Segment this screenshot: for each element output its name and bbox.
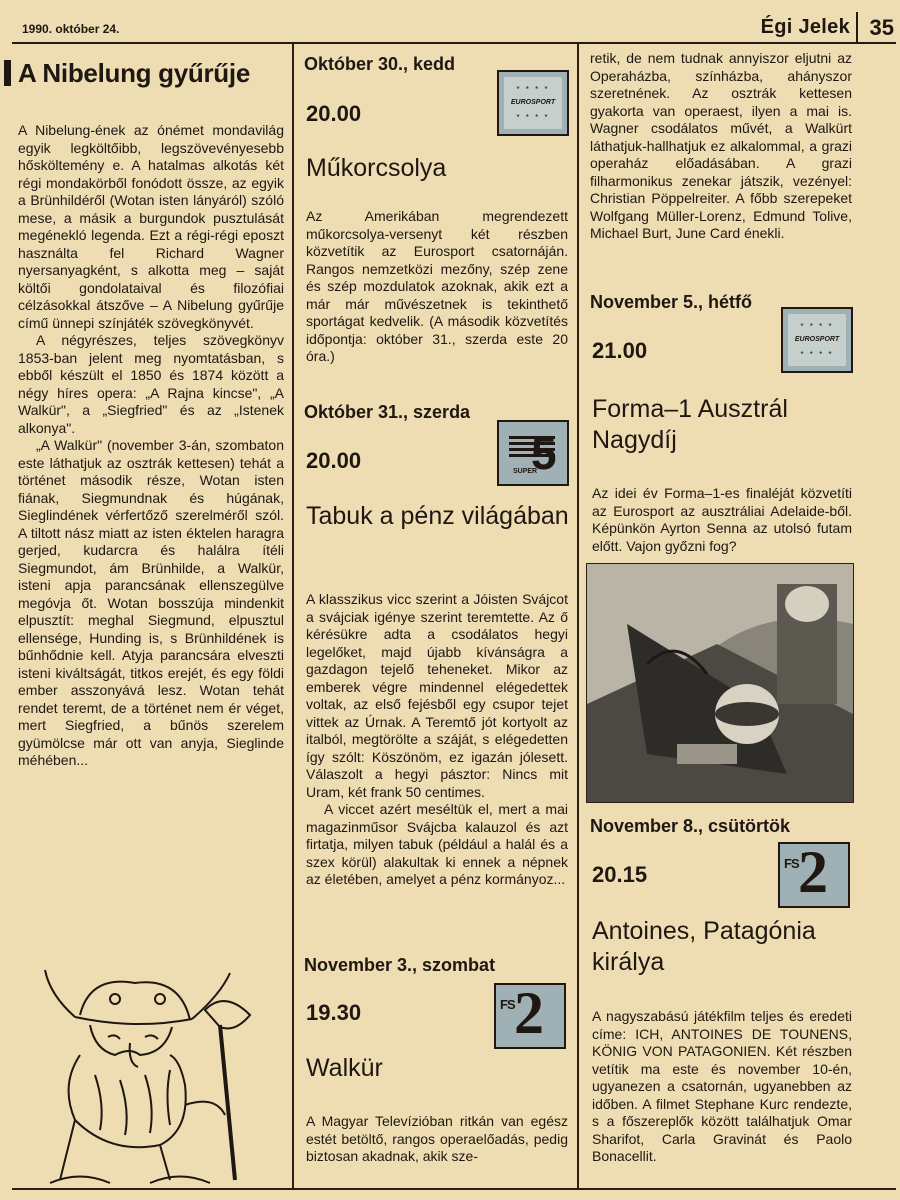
listing-description: A nagyszabású játékfilm teljes és eredeti címe: ICH, ANTOINES DE TOUNENS, KÖNIG VON PATAGONIEN. Két részben vetítik ma este és november 10-én, ugyanezen a csatornán, ugyanebben az időben. A filmet Stephane Kurc rendezte, s a főszereplők között találhatjuk Omar Sharifot, Carla Gravinát és Paolo Bonacellit. (592, 1008, 852, 1164)
page-number: 35 (869, 15, 894, 40)
listing-day: November 5., hétfő (590, 292, 753, 312)
header-divider (856, 12, 858, 42)
listing-time: 19.30 (306, 1000, 362, 1025)
fs2-logo-icon: FS 2 (778, 842, 850, 908)
race-driver-photo (586, 563, 854, 803)
listing-time: 20.00 (306, 101, 362, 126)
article-paragraph: A négyrészes, teljes szövegkönyv 1853-ban jelent meg nyomtatásban, s ebből készült el 1850 és 1874 között a négy híres opera: „A Rajna kincse", „A Walkür", a „Siegfried" és az „Istenek alkonya". (18, 332, 284, 436)
article-paragraph: „A Walkür" (november 3-án, szombaton este láthatjuk az osztrák kettesen) tehát a történet második része, Wotan isten fiának, Siegmundnak és húgának, Sieglindének vérfertőző szerelméről szól. A tiltott nász miatt az isten éktelen haragra gerjed, kudarcra és halálra ítéli Siegmundot, ám Brünhilde, a Walkür, isteni apja parancsának ellenszegülve megóvja őt. Wotan bosszúja mindenkit elpusztít: meghal Siegmund, elpusztul ellensége, Hunding is, s Brünhildének is bűnhődnie kell. Atyja parancsára elveszti isteni kiváltságát, titkos erejét, és egy földi ember asszonyává lesz. Wotan tehát rendet teremt, de a történet nem ér véget, mert Siegfried, a bűnös szerelem gyümölcse már ott van anyja, Sieglinde méhében... (18, 437, 284, 768)
fs2-logo-icon: FS 2 (494, 983, 566, 1049)
listing-time: 20.15 (592, 862, 648, 887)
article-body (18, 122, 284, 770)
listing-description-continued: retik, de nem tudnak annyiszor eljutni az Operaházba, színházba, ahányszor szeretnének. Az osztrák kettesen gyakorta van operaest, ilyen a mai is. Wagner csodálatos művét, a Walkürt láthatjuk-hallhatjuk ez alkalommal, a grazi operaház előadásában. A grazi filharmonikus zenekar játszik, vezényel: Christian Pöppelreiter. A főbb szerepeket Wolfgang Müller-Lorenz, Edmund Tolive, Michael Burt, June Card énekli. (590, 50, 852, 241)
article-title: A Nibelung gyűrűje (18, 58, 250, 88)
eurosport-logo-icon: * * * * EUROSPORT * * * * (781, 307, 853, 373)
listing-description: A Magyar Televízióban ritkán van egész estét betöltő, rangos operaelőadás, pedig biztosan akadnak, akik sze- (306, 1113, 568, 1164)
column-divider (577, 44, 579, 1189)
column-divider (292, 44, 294, 1189)
listing-description: Az idei év Forma–1-es finaléját közvetíti az Eurosport az ausztráliai Adelaide-ből. Képünkön Ayrton Senna az utolsó futam előtt. Vajon győzni fog? (592, 485, 852, 554)
listing-day: November 8., csütörtök (590, 816, 791, 836)
listing-program-title: Forma–1 Ausztrál Nagydíj (592, 395, 788, 454)
listing-program-title: Walkür (306, 1054, 383, 1082)
listing-time: 20.00 (306, 448, 362, 473)
eurosport-logo-icon: * * * * EUROSPORT * * * * (497, 70, 569, 136)
section-title: Égi Jelek (760, 16, 850, 38)
listing-program-title: Tabuk a pénz világában (306, 502, 569, 530)
listing-description: Az Amerikában megrendezett műkorcsolya-versenyt két részben közvetítik az Eurosport csatornáján. Rangos nemzetközi mezőny, szép zene és szép mozdulatok azoknak, akik ezt a már már művészetnek is tekinthető sportágat kedvelik. (A második közvetítés időpontja: október 31., szerda este 20 óra.) (306, 208, 568, 364)
title-marker (4, 60, 11, 86)
listing-day: November 3., szombat (304, 955, 496, 975)
listing-program-title: Műkorcsolya (306, 154, 447, 182)
listing-description: A klasszikus vicc szerint a Jóisten Svájcot a svájciak igénye szerint teremtette. Az ő kérésükre adta a csodálatos hegyi legelőket, majd újabb kívánságra a gazdagon tejelő teheneket. Mikor az emberek végre mindennel elégedettek voltak, az első fejésből egy csupor tejet vittek az Úrnak. A Teremtő jót kortyolt az italból, megtörölte a száját, s elégedetten így szólt: Köszönöm, ez igazán jólesett. Válaszolt a hegyi pásztor: Nincs mit Uram, két frank 50 centimes. A viccet azért meséltük el, mert a mai magazinműsor Svájcba kalauzol és azt firtatja, milyen tabuk (például a halál és a szex körül) alakultak ki ennek a népnek az életében, amelyet a pénz kormányoz... (306, 591, 568, 887)
article-paragraph: A Nibelung-ének az ónémet mondavilág egyik legköltőibb, legszövevényesebb hősköltemény e. A hatalmas alkotás két régi mondakörből fonódott össze, az egyik a Brünhildéről (Wotan isten lányáról) szóló mese, a másik a burgundok pusztulását megénekló legenda. Ezt a régi-régi eposzt használta fel Richard Wagner nyersanyagként, s alkotta meg – saját költői gondolataival és filozófiai célzásokkal átszőve – A Nibelung gyűrűje című ünnepi színjáték szövegkönyvét. (18, 122, 284, 331)
super-channel-logo-icon: 5 SUPER (497, 420, 569, 486)
issue-date: 1990. október 24. (22, 22, 120, 36)
listing-day: Október 30., kedd (304, 54, 456, 74)
listing-day: Október 31., szerda (304, 402, 471, 422)
listing-program-title: Antoines, Patagónia királya (592, 917, 816, 976)
page-header (12, 12, 896, 44)
listing-time: 21.00 (592, 338, 648, 363)
viking-cartoon-illustration (20, 955, 260, 1190)
